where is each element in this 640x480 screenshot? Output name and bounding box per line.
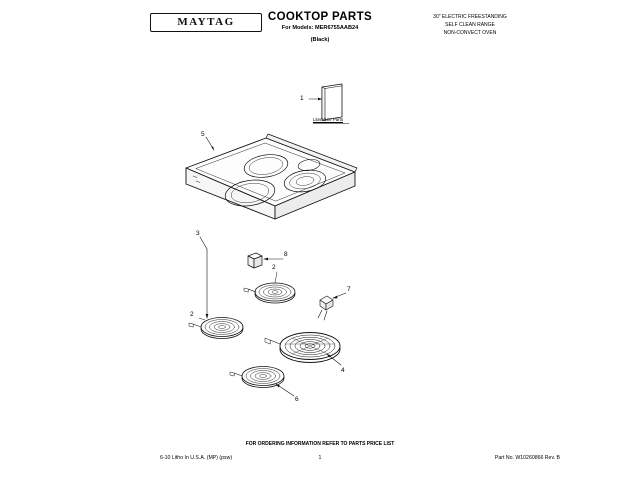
callout-2-left: 2 [190,311,194,318]
spec-line-1: 30" ELECTRIC FREESTANDING [433,14,507,20]
page-title: COOKTOP PARTS [267,11,373,23]
brand-logo-text: MAYTAG [177,16,235,28]
callout-6: 6 [295,396,299,403]
part-terminal-block [318,296,333,320]
part-number: Part No. W10260866 Rev. B [494,455,560,461]
part-surface-element-bottom [230,367,284,388]
page-number: 1 [318,455,322,461]
callout-8: 8 [284,251,288,258]
litho-info: 6-10 Litho In U.S.A. (MP) (psw) [160,455,233,461]
spec-line-3: NON-CONVECT OVEN [443,29,497,36]
spec-line-2: SELF CLEAN RANGE [445,21,495,28]
part-literature [322,84,342,121]
color-line: (Black) [310,37,330,43]
part-surface-element-left [189,318,243,339]
models-line: For Models: MER6755AAB24 [281,25,359,31]
callout-2-upper: 2 [272,264,276,271]
literature-parts-label: Literature Parts [313,117,344,122]
part-receptacle-block [248,253,262,268]
callout-3: 3 [196,230,200,237]
part-surface-element-upper [244,283,295,303]
callout-7: 7 [347,286,351,293]
ordering-note: FOR ORDERING INFORMATION REFER TO PARTS PRICE LIST [245,441,395,447]
part-surface-element-large [265,333,340,363]
callout-4: 4 [341,367,345,374]
callout-5: 5 [201,131,205,138]
callout-1: 1 [300,95,304,102]
